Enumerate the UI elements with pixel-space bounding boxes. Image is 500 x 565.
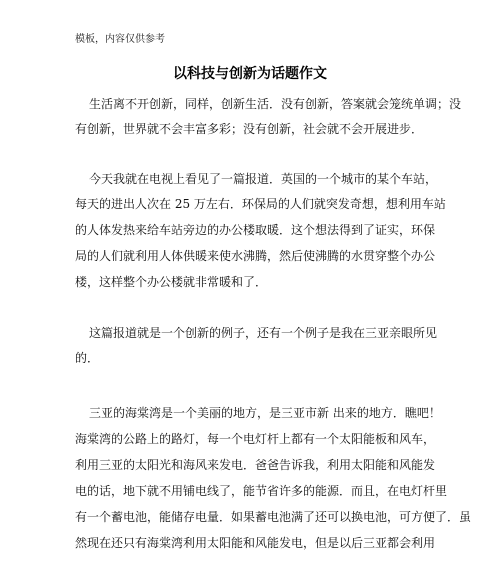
paragraph-4-line-3: 利用三亚的太阳光和海风来发电．爸爸告诉我，利用太阳能和风能发 — [75, 458, 436, 472]
paragraph-2-line-2: 每天的进出人次在 25 万左右．环保局的人们就突发奇想，想利用车站 — [75, 197, 446, 211]
document-title: 以科技与创新为话题作文 — [173, 66, 327, 82]
paragraph-1-line-1: 生活离不开创新，同样，创新生活．没有创新，答案就会笼统单调；没 — [89, 97, 462, 111]
paragraph-2-line-3: 的人体发热来给车站旁边的办公楼取暖．这个想法得到了证实，环保 — [75, 223, 436, 237]
header-note: 模板，内容仅供参考 — [75, 34, 165, 45]
paragraph-3-line-1: 这篇报道就是一个创新的例子，还有一个例子是我在三亚亲眼所见 — [89, 326, 438, 340]
paragraph-2-line-1: 今天我就在电视上看见了一篇报道．英国的一个城市的某个车站， — [89, 172, 438, 186]
paragraph-1-line-2: 有创新，世界就不会丰富多彩；没有创新，社会就不会开展进步． — [75, 122, 424, 136]
paragraph-3-line-2: 的． — [75, 351, 100, 365]
paragraph-4-line-2: 海棠湾的公路上的路灯，每一个电灯杆上都有一个太阳能板和风车， — [75, 432, 436, 446]
paragraph-4-line-5: 有一个蓄电池，能储存电量．如果蓄电池满了还可以换电池，可方便了．虽 — [75, 510, 472, 524]
paragraph-4-line-6: 然现在还只有海棠湾利用太阳能和风能发电，但是以后三亚都会利用 — [75, 536, 436, 550]
paragraph-4-line-1: 三亚的海棠湾是一个美丽的地方，是三亚市新 出来的地方．瞧吧！ — [89, 406, 441, 420]
paragraph-2-line-4: 局的人们就利用人体供暖来使水沸腾，然后使沸腾的水贯穿整个办公 — [75, 249, 436, 263]
paragraph-2-line-5: 楼，这样整个办公楼就非常暖和了． — [75, 275, 268, 289]
paragraph-4-line-4: 电的话，地下就不用铺电线了，能节省许多的能源．而且，在电灯杆里 — [75, 484, 448, 498]
